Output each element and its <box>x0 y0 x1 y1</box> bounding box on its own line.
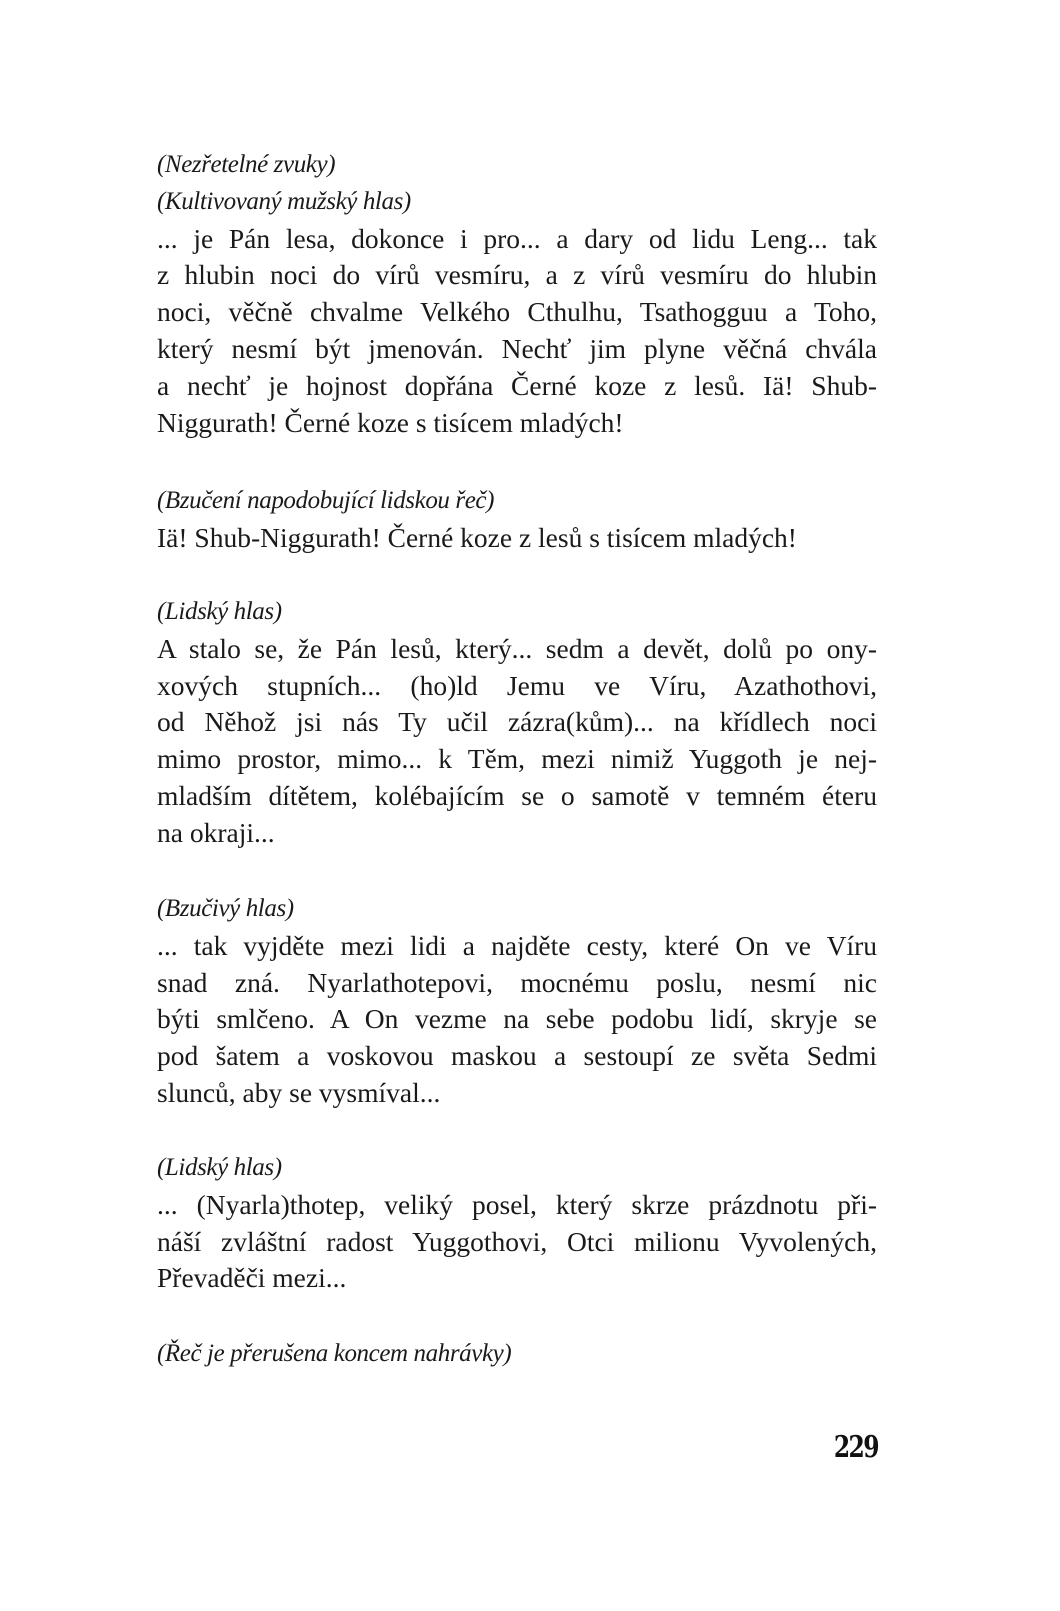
text-line: z hlubin noci do vírů vesmíru, a z vírů vesmíru do hlubin <box>157 259 877 291</box>
section-buzzing-imitation <box>157 483 877 557</box>
text-line: a nechť je hojnost dopřána Černé koze z lesů. Iä! Shub- <box>157 369 877 401</box>
text-line: ... (Nyarla)thotep, veliký posel, který skrze prázdnotu při- <box>157 1188 877 1220</box>
text-line: náší zvláštní radost Yuggothovi, Otci milionu Vyvolených, <box>157 1225 877 1257</box>
page-number: 229 <box>833 1430 878 1465</box>
stage-direction: (Bzučivý hlas) <box>157 895 294 922</box>
stage-direction: (Kultivovaný mužský hlas) <box>157 187 411 215</box>
text-line: mimo prostor, mimo... k Těm, mezi nimiž Yuggoth je nej- <box>157 743 877 775</box>
text-line: snad zná. Nyarlathotepovi, mocnému poslu, nesmí nic <box>157 966 877 998</box>
text-line: A stalo se, že Pán lesů, který... sedm a devět, dolů po ony- <box>157 632 877 664</box>
section-human-voice-2 <box>157 1150 877 1297</box>
stage-direction: (Řeč je přerušena koncem nahrávky) <box>157 1340 512 1367</box>
text-line: který nesmí být jmenován. Nechť jim plyne věčná chvála <box>157 332 877 364</box>
stage-direction: (Nezřetelné zvuky) <box>157 151 336 178</box>
text-line: býti smlčeno. A On vezme na sebe podobu lidí, skryje se <box>157 1003 877 1035</box>
section-human-voice-1 <box>157 594 877 852</box>
stage-direction: (Bzučení napodobující lidskou řeč) <box>157 487 495 514</box>
section-cultivated-voice <box>157 147 877 441</box>
text-line: Niggurath! Černé koze s tisícem mladých! <box>157 406 624 438</box>
text-line: ... tak vyjděte mezi lidi a najděte cesty, které On ve Víru <box>157 929 877 961</box>
text-line: xových stupních... (ho)ld Jemu ve Víru, Azathothovi, <box>157 669 877 701</box>
text-line: mladším dítětem, kolébajícím se o samotě v temném éteru <box>157 779 877 811</box>
text-line: na okraji... <box>157 816 275 848</box>
stage-direction: (Lidský hlas) <box>157 1154 282 1181</box>
text-line: od Něhož jsi nás Ty učil zázra(kům)... na křídlech noci <box>157 706 877 738</box>
text-line: Převaděči mezi... <box>157 1262 347 1294</box>
stage-direction: (Lidský hlas) <box>157 598 282 625</box>
text-line: pod šatem a voskovou maskou a sestoupí ze světa Sedmi <box>157 1040 877 1072</box>
section-buzzing-voice <box>157 891 877 1112</box>
text-line: noci, věčně chvalme Velkého Cthulhu, Tsathogguu a Toho, <box>157 296 877 328</box>
section-end-of-recording <box>157 1336 877 1373</box>
text-line: slunců, aby se vysmíval... <box>157 1076 441 1108</box>
text-line: ... je Pán lesa, dokonce i pro... a dary od lidu Leng... tak <box>157 222 877 254</box>
text-line: Iä! Shub-Niggurath! Černé koze z lesů s tisícem mladých! <box>157 521 797 553</box>
